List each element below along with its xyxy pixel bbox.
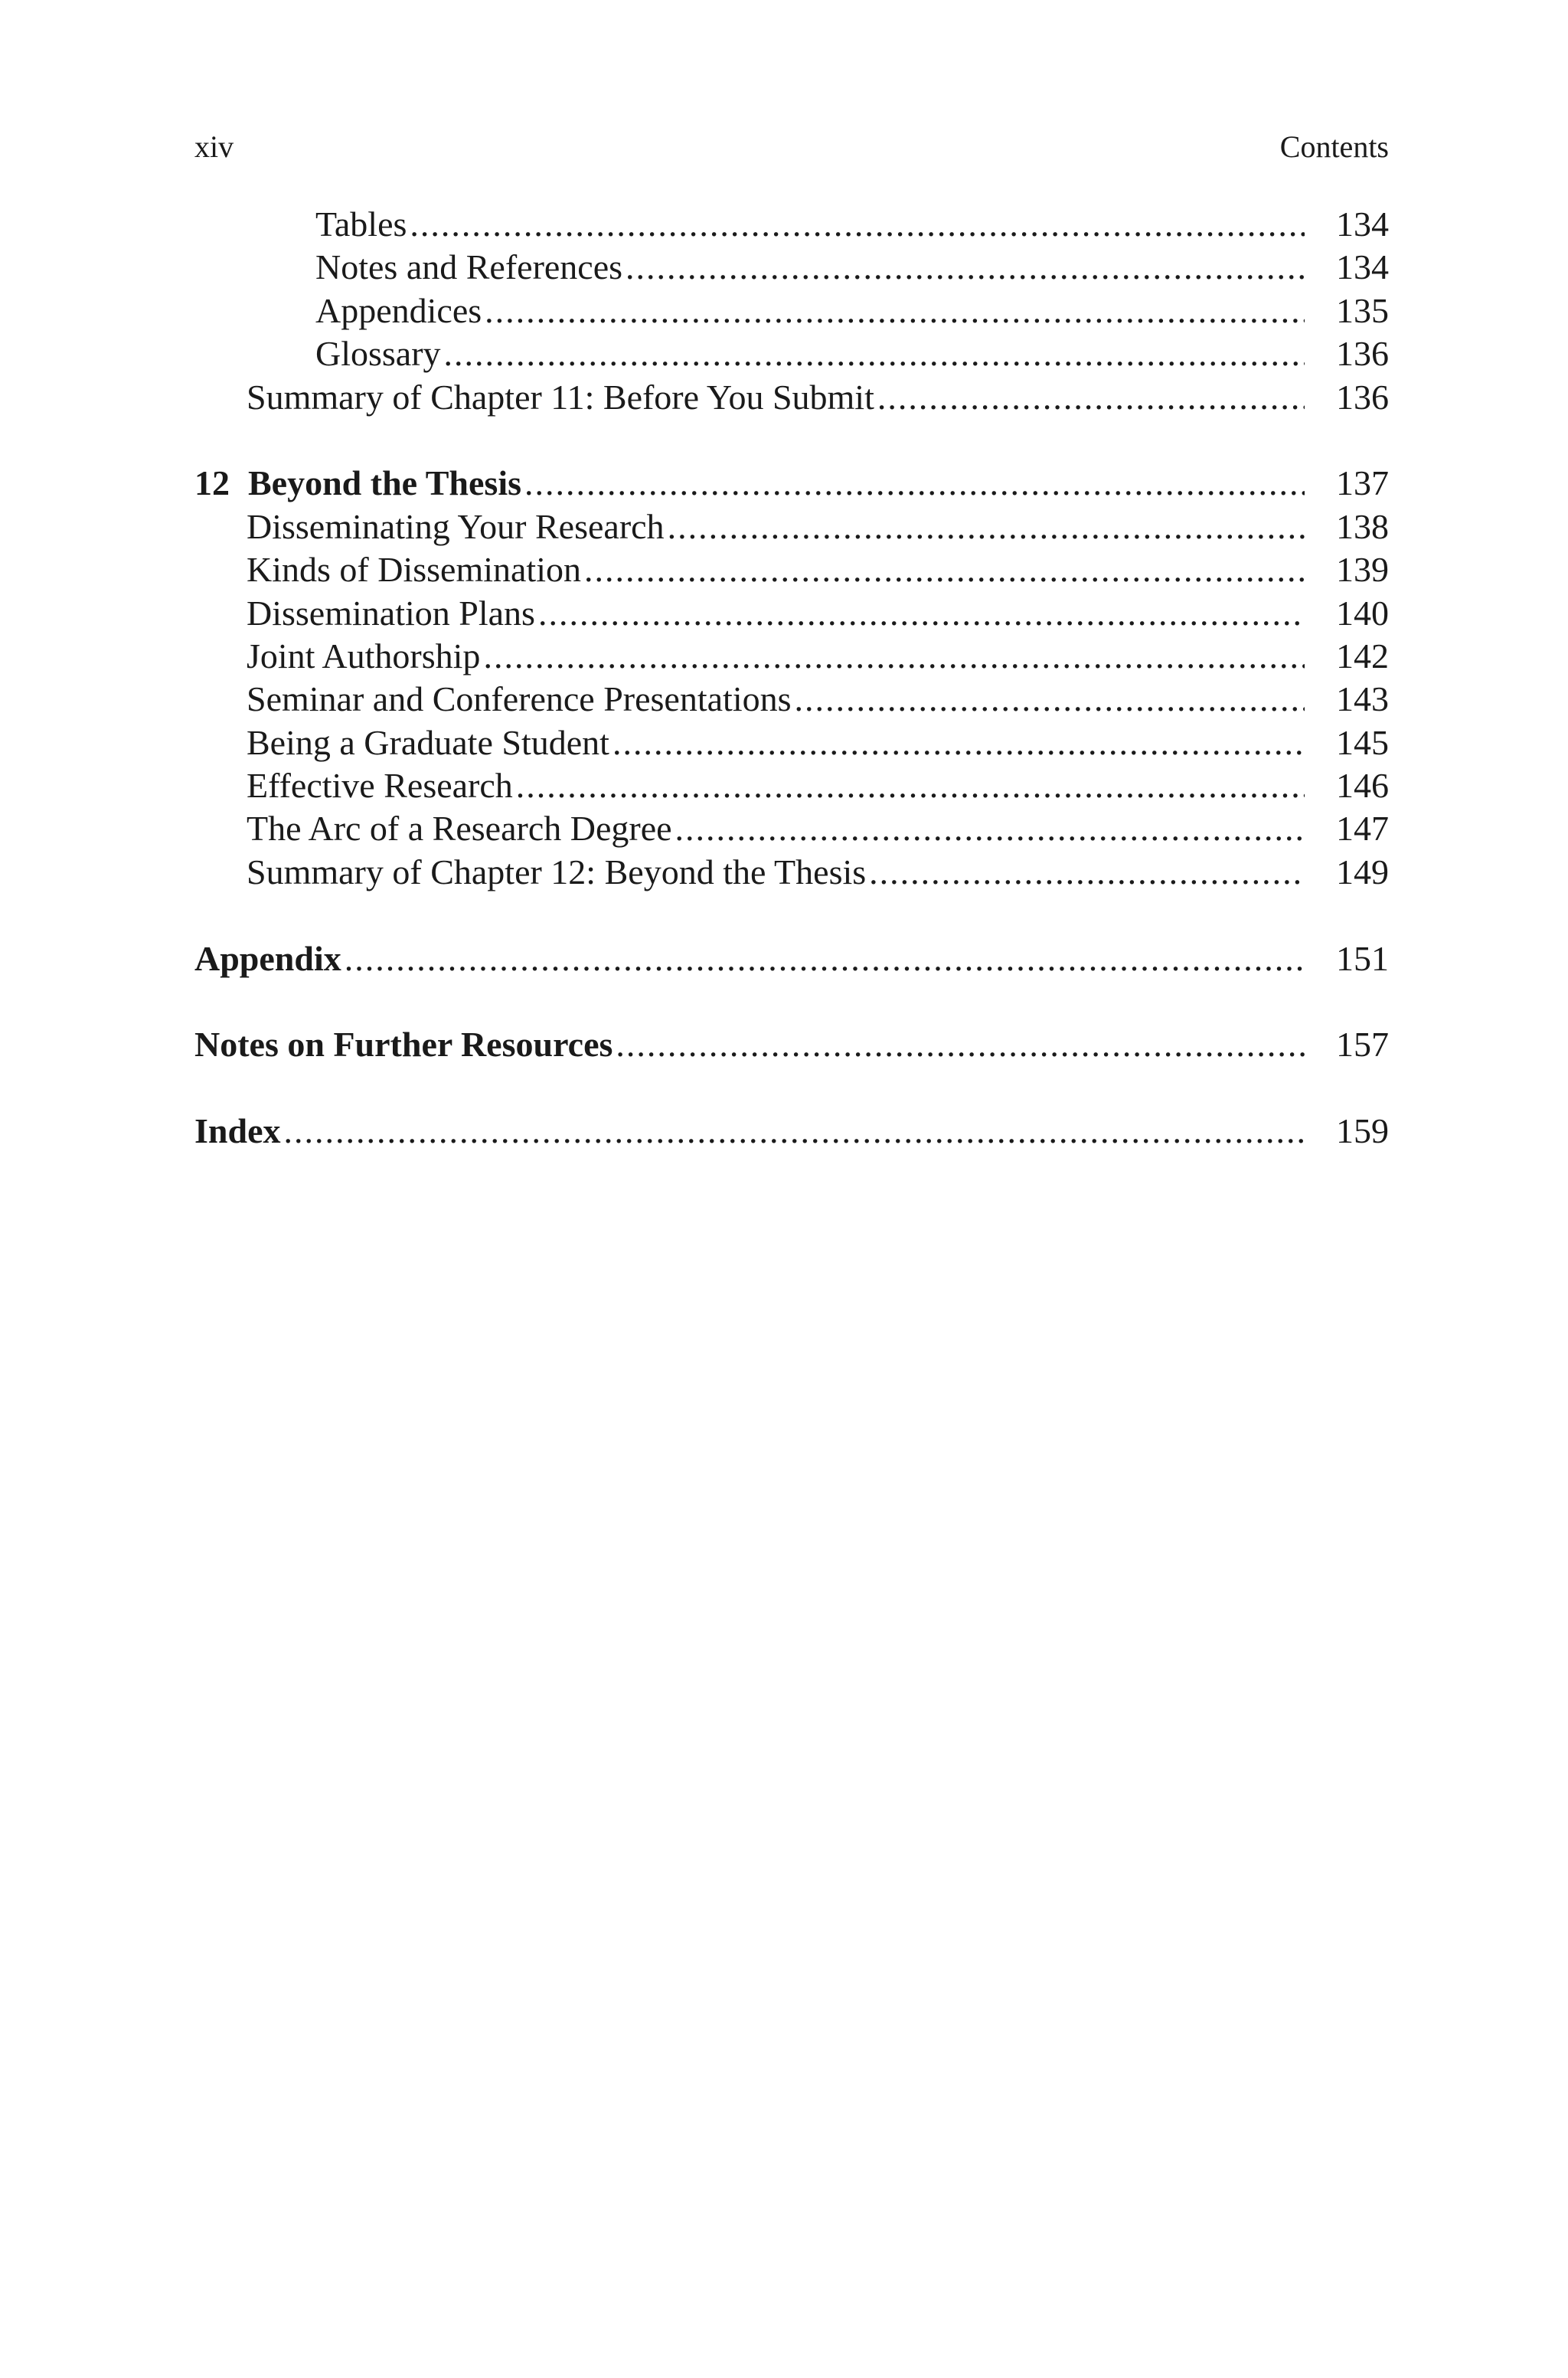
toc-entry[interactable]	[194, 851, 1389, 894]
toc-page-number: 159	[1336, 1111, 1389, 1151]
toc-entry-label: Glossary	[315, 334, 441, 374]
toc-entry-label: Tables	[315, 204, 407, 244]
toc-page-number: 134	[1336, 247, 1389, 287]
toc-page-number: 139	[1336, 550, 1389, 590]
toc-entry[interactable]	[194, 246, 1389, 289]
toc-entry-label: Kinds of Dissemination	[247, 550, 581, 590]
chapter-number: 12	[194, 463, 230, 503]
toc-page-number: 137	[1336, 463, 1389, 503]
toc-page-number: 140	[1336, 593, 1389, 633]
dot-leader	[516, 764, 1305, 807]
toc-page-number: 138	[1336, 506, 1389, 546]
toc-page-number: 149	[1336, 852, 1389, 891]
toc-entry-label: Effective Research	[247, 766, 513, 806]
toc-resources-entry[interactable]	[194, 1023, 1389, 1066]
page-folio: xiv	[194, 129, 234, 164]
toc-entry-label: Dissemination Plans	[247, 593, 535, 633]
toc-page-number: 135	[1336, 290, 1389, 330]
toc-entry[interactable]	[194, 721, 1389, 764]
toc-entry-label: Appendices	[315, 290, 482, 330]
toc-index-entry[interactable]	[194, 1110, 1389, 1153]
toc-entry[interactable]	[194, 635, 1389, 678]
toc-entry-label: Summary of Chapter 11: Before You Submit	[247, 377, 874, 417]
table-of-contents	[194, 203, 1389, 1153]
toc-entry-label: Notes on Further Resources	[194, 1025, 613, 1065]
toc-entry[interactable]	[194, 289, 1389, 332]
dot-leader	[795, 678, 1305, 721]
dot-leader	[668, 505, 1305, 548]
toc-entry-label: Joint Authorship	[247, 636, 481, 675]
toc-page-number: 146	[1336, 766, 1389, 806]
toc-page-number: 136	[1336, 334, 1389, 374]
dot-leader	[877, 376, 1305, 419]
dot-leader	[538, 592, 1305, 635]
toc-page-number: 142	[1336, 636, 1389, 675]
toc-entry-label: Disseminating Your Research	[247, 506, 665, 546]
toc-entry[interactable]	[194, 376, 1389, 419]
toc-entry[interactable]	[194, 592, 1389, 635]
toc-appendix-entry[interactable]	[194, 937, 1389, 980]
toc-page-number: 147	[1336, 809, 1389, 849]
running-head	[194, 126, 1389, 168]
dot-leader	[485, 289, 1305, 332]
dot-leader	[524, 462, 1305, 505]
toc-entry-label: Beyond the Thesis	[248, 463, 522, 503]
dot-leader	[869, 851, 1305, 894]
toc-entry[interactable]	[194, 764, 1389, 807]
toc-entry[interactable]	[194, 678, 1389, 721]
toc-entry-label: Being a Graduate Student	[247, 722, 609, 762]
dot-leader	[283, 1110, 1305, 1153]
dot-leader	[675, 807, 1305, 850]
dot-leader	[626, 246, 1305, 289]
dot-leader	[612, 721, 1305, 764]
toc-page-number: 151	[1336, 938, 1389, 978]
toc-page-number: 157	[1336, 1025, 1389, 1065]
toc-entry[interactable]	[194, 332, 1389, 375]
dot-leader	[584, 548, 1305, 591]
dot-leader	[410, 203, 1305, 246]
toc-entry-label: Seminar and Conference Presentations	[247, 679, 792, 719]
toc-entry-label: Appendix	[194, 938, 341, 978]
toc-entry-label: The Arc of a Research Degree	[247, 809, 672, 849]
toc-page-number: 143	[1336, 679, 1389, 719]
toc-entry[interactable]	[194, 807, 1389, 850]
toc-entry-label: Summary of Chapter 12: Beyond the Thesis	[247, 852, 867, 891]
toc-entry-label: Index	[194, 1111, 281, 1151]
running-head-title: Contents	[1279, 129, 1389, 164]
dot-leader	[616, 1023, 1305, 1066]
toc-page-number: 145	[1336, 722, 1389, 762]
dot-leader	[483, 635, 1305, 678]
toc-chapter-entry[interactable]	[194, 462, 1389, 505]
toc-entry[interactable]	[194, 203, 1389, 246]
toc-page-number: 134	[1336, 204, 1389, 244]
toc-entry-label: Notes and References	[315, 247, 623, 287]
toc-entry[interactable]	[194, 548, 1389, 591]
dot-leader	[444, 332, 1305, 375]
toc-entry[interactable]	[194, 505, 1389, 548]
toc-page-number: 136	[1336, 377, 1389, 417]
dot-leader	[345, 937, 1305, 980]
